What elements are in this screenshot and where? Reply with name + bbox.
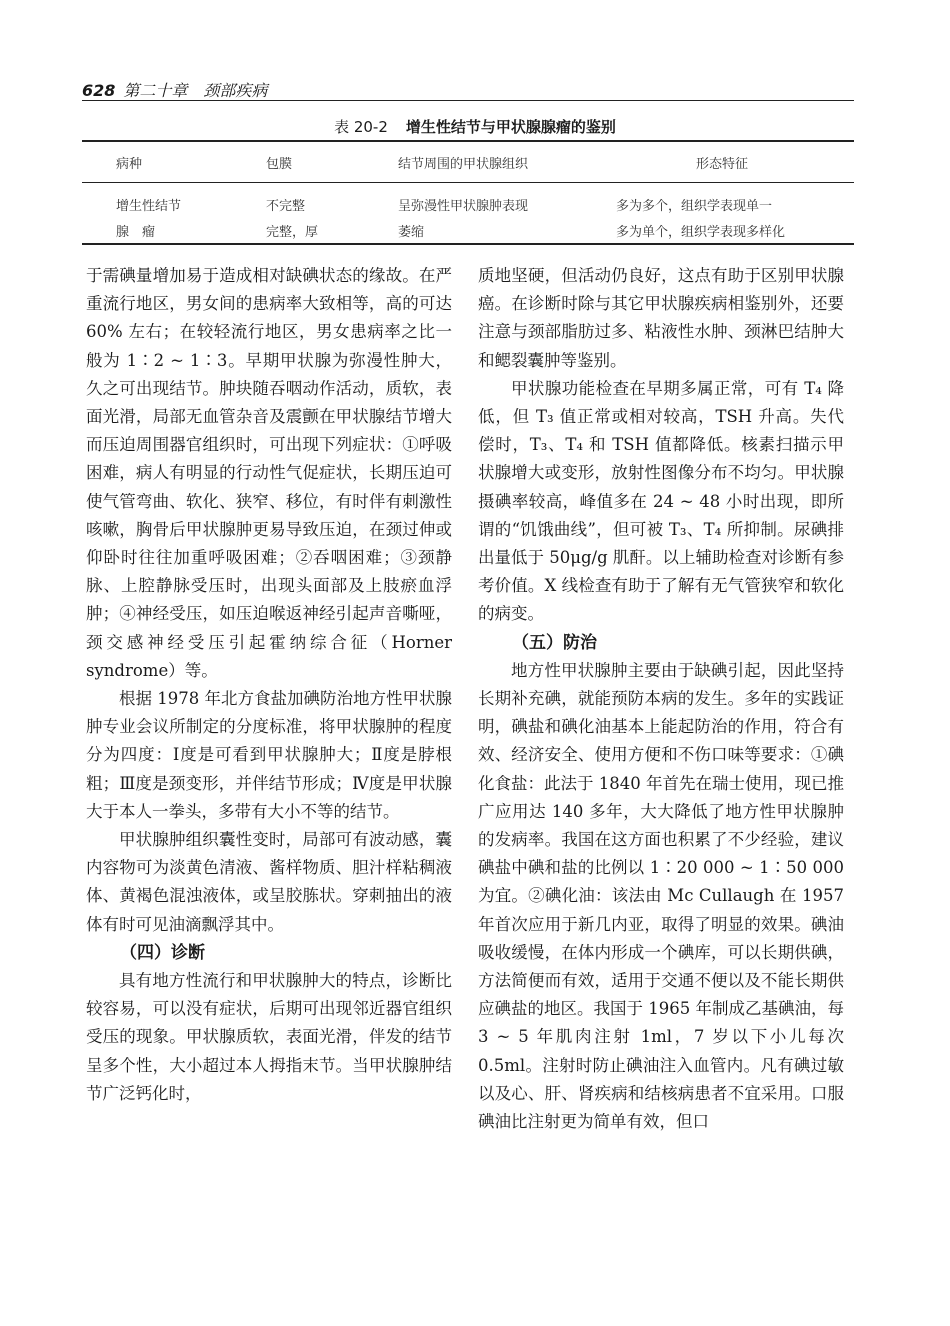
table-cell: 完整，厚 xyxy=(266,224,319,240)
paragraph: 甲状腺功能检查在早期多属正常，可有 T₄ 降低，但 T₃ 值正常或相对较高，TSH 升高。失代偿时，T₃、T₄ 和 TSH 值都降低。核素扫描示甲状腺增大或变形，放射性图像分布不均匀。甲状腺摄碘率较高，峰值多在 24 ~ 48 小时出现，即所谓的“饥饿曲线”，但可被 T₃、T₄ 所抑制。尿碘排出量低于 50μg/g 肌酐。以上辅助检查对诊断有参考价值。X 线检查有助于了解有无气管狭窄和软化的病变。 xyxy=(478,378,844,624)
table-header-cell: 结节周围的甲状腺组织 xyxy=(398,156,529,172)
page-number: 628 xyxy=(82,81,116,100)
paragraph: 于需碘量增加易于造成相对缺碘状态的缘故。在严重流行地区，男女间的患病率大致相等，高的可达 60% 左右；在较轻流行地区，男女患病率之比一般为 1∶2 ~ 1∶3。早期甲状腺为弥漫性肿大，久之可出现结节。肿块随吞咽动作活动，质软，表面光滑，局部无血管杂音及震颤在甲状腺结节增大而压迫周围器官组织时，可出现下列症状：①呼吸困难，病人有明显的行动性气促症状，长期压迫可使气管弯曲、软化、狭窄、移位，有时伴有刺激性咳嗽，胸骨后甲状腺肿更易导致压迫，在颈过伸或仰卧时往往加重呼吸困难；②吞咽困难；③颈静脉、上腔静脉受压时，出现头面部及上肢瘀血浮肿；④神经受压，如压迫喉返神经引起声音嘶哑，颈交感神经受压引起霍纳综合征（Horner syndrome）等。 xyxy=(86,266,452,680)
table-cell: 增生性结节 xyxy=(116,198,182,214)
table-title: 增生性结节与甲状腺腺瘤的鉴别 xyxy=(405,118,616,136)
running-head xyxy=(82,78,267,101)
table-header-row xyxy=(82,141,854,183)
table-cell: 腺 瘤 xyxy=(116,224,156,240)
left-column xyxy=(86,262,452,1108)
table-header-cell: 形态特征 xyxy=(696,156,749,172)
table-cell: 呈弥漫性甲状腺肿表现 xyxy=(398,198,529,214)
chapter-title: 第二十章 颈部疾病 xyxy=(123,81,268,100)
paragraph: 甲状腺肿组织囊性变时，局部可有波动感，囊内容物可为淡黄色清液、酱样物质、胆汁样粘稠液体、黄褐色混浊液体，或呈胶胨状。穿刺抽出的液体有时可见油滴飘浮其中。 xyxy=(86,830,452,934)
table-cell: 不完整 xyxy=(266,198,306,214)
paragraph: 根据 1978 年北方食盐加碘防治地方性甲状腺肿专业会议所制定的分度标准，将甲状腺肿的程度分为四度：Ⅰ度是可看到甲状腺肿大；Ⅱ度是脖根粗；Ⅲ度是颈变形，并伴结节形成；Ⅳ度是甲状腺大于本人一拳头，多带有大小不等的结节。 xyxy=(86,689,452,821)
right-column xyxy=(478,262,844,1136)
table-header-cell: 病种 xyxy=(116,156,143,172)
section-heading-diagnosis: （四）诊断 xyxy=(120,942,205,963)
section-heading-prevention: （五）防治 xyxy=(512,632,597,653)
differential-table xyxy=(82,140,854,245)
paragraph: 具有地方性流行和甲状腺肿大的特点，诊断比较容易，可以没有症状，后期可出现邻近器官组织受压的现象。甲状腺质软，表面光滑，伴发的结节呈多个性，大小超过本人拇指末节。当甲状腺肿结节广泛钙化时， xyxy=(86,971,452,1103)
paragraph: 质地坚硬，但活动仍良好，这点有助于区别甲状腺癌。在诊断时除与其它甲状腺疾病相鉴别外，还要注意与颈部脂肪过多、粘液性水肿、颈淋巴结肿大和鳃裂囊肿等鉴别。 xyxy=(478,266,844,370)
table-cell: 萎缩 xyxy=(398,224,425,240)
table-row xyxy=(82,183,854,218)
table-header-cell: 包膜 xyxy=(266,156,293,172)
table-row xyxy=(82,217,854,244)
table-cell: 多为单个，组织学表现多样化 xyxy=(616,224,786,240)
paragraph: 地方性甲状腺肿主要由于缺碘引起，因此坚持长期补充碘，就能预防本病的发生。多年的实践证明，碘盐和碘化油基本上能起防治的作用，符合有效、经济安全、使用方便和不伤口味等要求：①碘化食盐：此法于 1840 年首先在瑞士使用，现已推广应用达 140 多年，大大降低了地方性甲状腺肿的发病率。我国在这方面也积累了不少经验，建议碘盐中碘和盐的比例以 1∶20 000 ~ 1∶50 000为宜。②碘化油：该法由 Mc Cullaugh 在 1957 年首次应用于新几内亚，取得了明显的效果。碘油吸收缓慢，在体内形成一个碘库，可以长期供碘，方法简便而有效，适用于交通不便以及不能长期供应碘盐的地区。我国于 1965 年制成乙基碘油，每 3 ~ 5 年肌肉注射 1ml，7 岁以下小儿每次 0.5ml。注射时防止碘油注入血管内。凡有碘过敏以及心、肝、肾疾病和结核病患者不宜采用。口服碘油比注射更为简单有效，但口 xyxy=(478,660,844,1132)
header-rule xyxy=(82,100,854,101)
table-caption xyxy=(0,116,950,137)
table-cell: 多为多个，组织学表现单一 xyxy=(616,198,773,214)
table-number: 表 20-2 xyxy=(334,118,388,136)
